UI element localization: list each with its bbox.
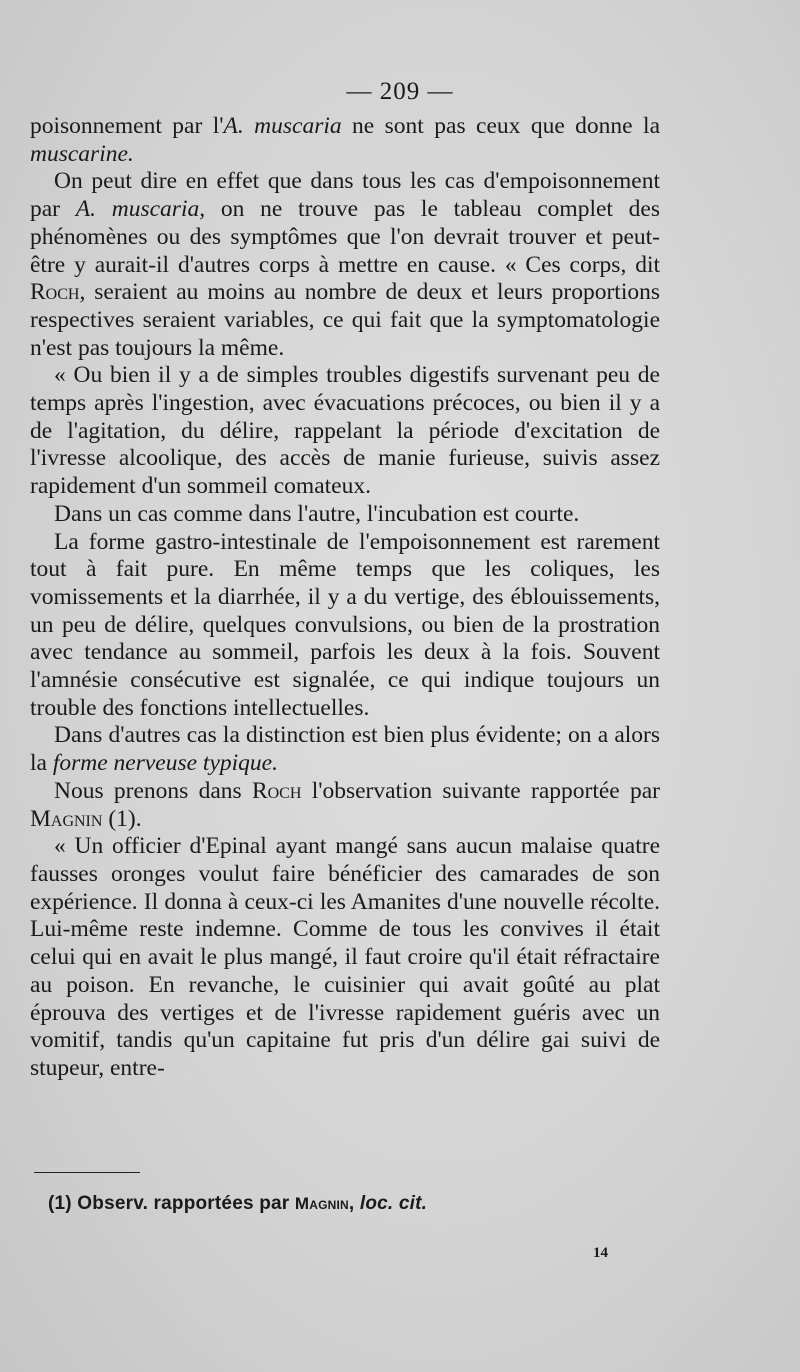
body-text bbox=[30, 113, 660, 1083]
footnote-separator bbox=[34, 1172, 140, 1173]
text-run: Dans un cas comme dans l'autre, l'incubation est courte. bbox=[54, 500, 580, 527]
italic-text: A. muscaria bbox=[223, 113, 342, 139]
paragraph bbox=[30, 362, 660, 501]
text-run: (1) Observ. rapportées par bbox=[48, 1193, 295, 1214]
paragraph bbox=[30, 529, 660, 723]
paragraph bbox=[30, 501, 660, 529]
text-run: « Ou bien il y a de simples troubles digestifs survenant peu de temps après l'ingestion, avec évacuations précoces, ou bien il y a de l'agitation, du délire, rappelant la période d'excitation de l'ivresse alcoolique, des accès de manie furieuse, suivis assez rapidement d'un sommeil comateux. bbox=[30, 362, 660, 500]
text-run: Nous prenons dans bbox=[54, 777, 252, 804]
paragraph bbox=[30, 168, 660, 362]
paragraph bbox=[30, 722, 660, 777]
text-run: ne sont pas ceux que donne la bbox=[341, 113, 660, 139]
text-run: « Un officier d'Epinal ayant mangé sans aucun malaise quatre fausses oronges voulut faire bénéficier des camarades de son expérience. Il donna à ceux-ci les Amanites d'une nouvelle récolte. Lui-même reste indemne. Comme de tous les convives il était celui qui en avait le plus mangé, il faut croire qu'il était réfractaire au poison. En revanche, le cuisinier qui avait goûté au plat éprouva des vertiges et de l'ivresse rapidement guéris avec un vomitif, tandis qu'un capitaine fut pris d'un délire gai suivi de stupeur, entre- bbox=[30, 833, 660, 1081]
paragraph bbox=[30, 778, 660, 833]
text-run: (1). bbox=[102, 805, 142, 832]
printer-signature-mark: 14 bbox=[593, 1245, 608, 1261]
paragraph bbox=[30, 833, 660, 1082]
page-number: — 209 — bbox=[346, 78, 454, 105]
italic-text: loc. cit. bbox=[359, 1193, 428, 1214]
author-name: Magnin bbox=[294, 1194, 349, 1213]
author-name: Magnin bbox=[30, 805, 103, 832]
italic-text: forme nerveuse typique. bbox=[52, 750, 278, 777]
text-run: on ne trouve pas le tableau complet des phénomènes ou des symptômes que l'on devrait trouver et peut-être y aurait-il d'autres corps à mettre en cause. « Ces corps, dit bbox=[30, 196, 661, 278]
author-name: Roch bbox=[251, 777, 302, 804]
author-name: Roch bbox=[30, 279, 80, 306]
text-run: l'observation suivante rapportée par bbox=[301, 777, 661, 804]
italic-text: muscarine. bbox=[30, 140, 134, 167]
text-run: , bbox=[348, 1193, 360, 1214]
text-run: La forme gastro-intestinale de l'empoisonnement est rarement tout à fait pure. En même temps que les coliques, les vomissements et la diarrhée, il y a du vertige, des éblouissements, un peu de délire, quelques convulsions, ou bien de la prostration avec tendance au sommeil, parfois les deux à la fois. Souvent l'amnésie consécutive est signalée, ce qui indique toujours un trouble des fonctions intellectuelles. bbox=[30, 528, 660, 721]
paragraph bbox=[30, 113, 660, 168]
text-run: poisonnement par l' bbox=[30, 113, 224, 139]
footnote bbox=[48, 1193, 427, 1215]
text-run: Dans d'autres cas la distinction est bien plus évidente; on a alors la bbox=[30, 722, 660, 777]
text-run: On peut dire en effet que dans tous les cas d'empoisonnement par bbox=[30, 168, 660, 223]
italic-text: A. muscaria, bbox=[75, 196, 206, 223]
text-run: , seraient au moins au nombre de deux et leurs proportions respectives seraient variables, ce qui fait que la symptomatologie n'est pas toujours la même. bbox=[30, 279, 660, 361]
